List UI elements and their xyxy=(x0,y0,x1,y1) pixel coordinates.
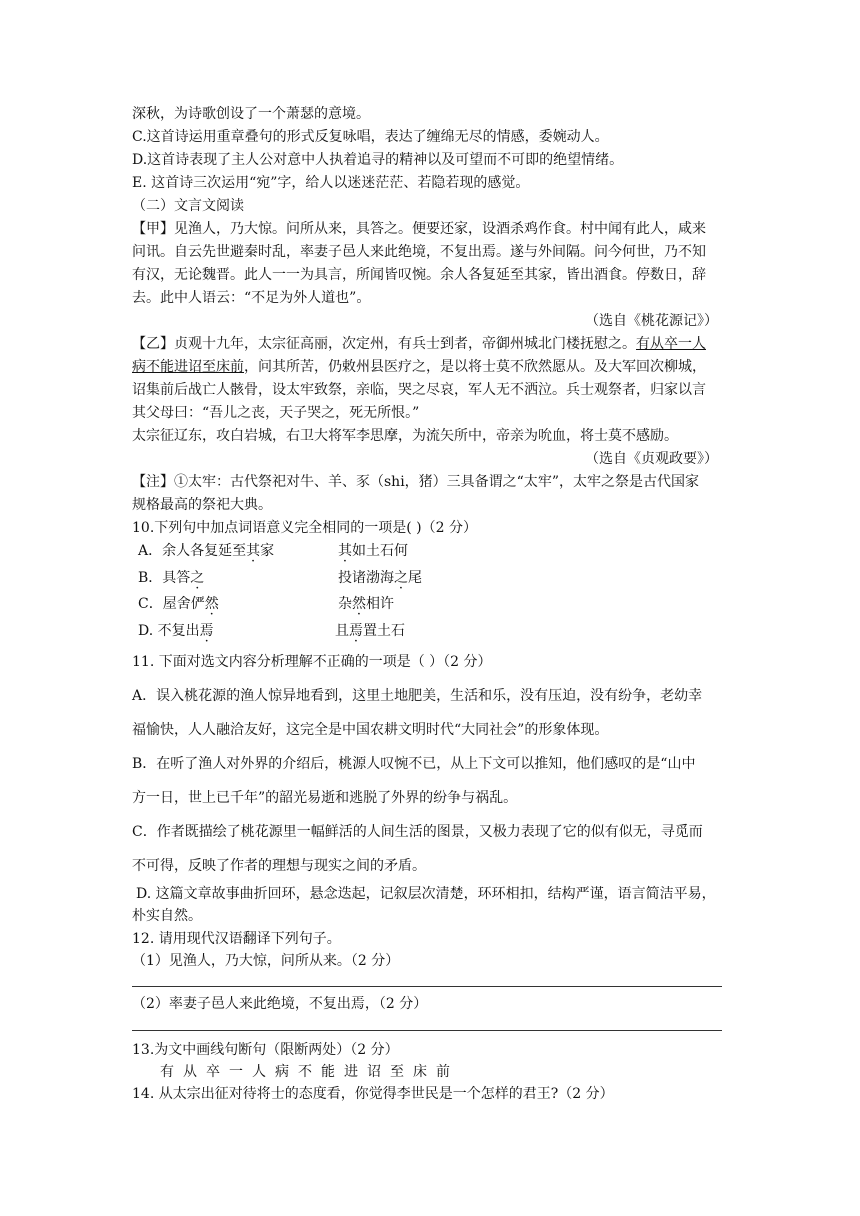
option-text: 置土石 xyxy=(363,623,405,639)
passage-jia-source: （选自《桃花源记》） xyxy=(585,313,718,329)
option-e: E. 这首诗三次运用“宛”字，给人以迷迷茫茫、若隐若现的感觉。 xyxy=(132,175,530,191)
option-text: 投诸渤海 xyxy=(338,570,394,586)
passage-yi-line-1 xyxy=(132,334,706,354)
question-13-sentence: 有从卒一人病不能进诏至床前 xyxy=(160,1064,459,1080)
option-text: 且 xyxy=(335,623,349,639)
dotted-word: 焉 xyxy=(199,623,214,639)
option-text: 相许 xyxy=(366,596,394,612)
dotted-word: 然 xyxy=(352,596,366,612)
question-14-stem: 14. 从太宗出征对待将士的态度看，你觉得李世民是一个怎样的君王?（2 分） xyxy=(132,1086,614,1102)
question-11-stem: 11. 下面对选文内容分析理解不正确的一项是（ ）（2 分） xyxy=(132,654,492,670)
option-text: A．余人各复延至 xyxy=(138,543,247,559)
note-line-1: 【注】①太牢：古代祭祀对牛、羊、豕（shi，猪）三具备谓之“太牢”，太牢之祭是古代国家 xyxy=(132,474,699,490)
answer-line-1[interactable] xyxy=(132,986,722,987)
dotted-word: 之 xyxy=(190,570,205,586)
underlined-sentence: 病不能进诏至床前 xyxy=(132,359,244,375)
question-11-option-a-line-1: A．误入桃花源的渔人惊异地看到，这里土地肥美，生活和乐，没有压迫，没有纷争，老幼幸 xyxy=(132,688,703,704)
option-text: B．具答 xyxy=(138,570,191,586)
underlined-sentence: 有从卒一人 xyxy=(636,336,706,352)
question-11-option-c-line-2: 不可得，反映了作者的理想与现实之间的矛盾。 xyxy=(132,858,426,874)
dotted-word: 之 xyxy=(394,570,408,586)
passage-yi-line-3: 诏集前后战亡人骸骨，设太牢致祭，亲临，哭之尽哀，军人无不洒泣。兵士观祭者，归家以言 xyxy=(132,382,706,398)
question-12-sentence-2: （2）率妻子邑人来此绝境，不复出焉，（2 分） xyxy=(132,996,428,1012)
question-11-option-b-line-2: 方一日，世上已千年”的韶光易逝和逃脱了外界的纷争与祸乱。 xyxy=(132,790,518,806)
option-b-continuation: 深秋，为诗歌创设了一个萧瑟的意境。 xyxy=(132,106,370,122)
passage-yi-line-5: 太宗征辽东，攻白岩城，右卫大将军李思摩，为流矢所中，帝亲为吮血，将士莫不感励。 xyxy=(132,428,678,444)
dotted-word: 其 xyxy=(338,543,352,559)
question-10-option-c xyxy=(138,594,219,614)
question-10-option-c-pair xyxy=(338,594,394,614)
question-10-option-d-pair xyxy=(335,621,405,641)
option-text: 尾 xyxy=(408,570,422,586)
question-10-option-a xyxy=(138,541,274,561)
dotted-word: 然 xyxy=(204,596,219,612)
question-13-stem: 13.为文中画线句断句（限断两处）（2 分） xyxy=(132,1042,399,1058)
question-10-option-b xyxy=(138,568,204,588)
question-11-option-d-line-2: 朴实自然。 xyxy=(132,908,202,924)
dotted-word: 焉 xyxy=(349,623,363,639)
passage-yi-source: （选自《贞观政要》） xyxy=(585,451,718,467)
passage-yi-line-2 xyxy=(132,357,706,377)
dotted-word: 其 xyxy=(246,543,261,559)
question-12-sentence-1: （1）见渔人，乃大惊，问所从来。（2 分） xyxy=(132,953,400,969)
section-heading-classical: （二）文言文阅读 xyxy=(132,198,244,214)
question-10-option-d xyxy=(138,621,214,641)
passage-yi-line-4: 其父母曰：“吾儿之丧，天子哭之，死无所恨。” xyxy=(132,405,420,421)
note-line-2: 规格最高的祭祀大典。 xyxy=(132,497,272,513)
option-text: 如土石何 xyxy=(352,543,408,559)
question-11-option-b-line-1: B．在听了渔人对外界的介绍后，桃源人叹惋不已，从上下文可以推知，他们感叹的是“山中 xyxy=(132,756,696,772)
question-10-stem: 10.下列句中加点词语意义完全相同的一项是( )（2 分） xyxy=(132,520,477,536)
passage-jia-line-4: 去。此中人语云：“不足为外人道也”。 xyxy=(132,290,371,306)
answer-line-2[interactable] xyxy=(132,1030,722,1031)
question-11-option-d-line-1: D. 这篇文章故事曲折回环，悬念迭起，记叙层次清楚，环环相扣，结构严谨，语言简洁平易， xyxy=(136,886,716,902)
question-11-option-c-line-1: C．作者既描绘了桃花源里一幅鲜活的人间生活的图景，又极力表现了它的似有似无，寻觅而 xyxy=(132,824,703,840)
option-d: D.这首诗表现了主人公对意中人执着追寻的精神以及可望而不可即的绝望情绪。 xyxy=(132,152,624,168)
option-text: 杂 xyxy=(338,596,352,612)
question-12-stem: 12. 请用现代汉语翻译下列句子。 xyxy=(132,931,341,947)
question-11-option-a-line-2: 福愉快，人人融洽友好，这完全是中国农耕文明时代“大同社会”的形象体现。 xyxy=(132,722,609,738)
passage-jia-line-1: 【甲】见渔人，乃大惊。问所从来，具答之。便要还家，设酒杀鸡作食。村中闻有此人，咸来 xyxy=(132,221,706,237)
question-10-option-a-pair xyxy=(338,541,408,561)
passage-yi-text: ，问其所苦，仍敕州县医疗之，是以将士莫不欣然愿从。及大军回次柳城， xyxy=(244,359,706,375)
option-text: D. 不复出 xyxy=(138,623,200,639)
option-text: 家 xyxy=(260,543,275,559)
passage-jia-line-3: 有汉，无论魏晋。此人一一为具言，所闻皆叹惋。余人各复延至其家，皆出酒食。停数日，辞 xyxy=(132,267,706,283)
passage-jia-line-2: 问讯。自云先世避秦时乱，率妻子邑人来此绝境，不复出焉。遂与外间隔。问今何世，乃不知 xyxy=(132,244,706,260)
option-text: C．屋舍俨 xyxy=(138,596,205,612)
passage-yi-text: 【乙】贞观十九年，太宗征高丽，次定州，有兵士到者，帝御州城北门楼抚慰之。 xyxy=(132,336,636,352)
question-10-option-b-pair xyxy=(338,568,422,588)
option-c: C.这首诗运用重章叠句的形式反复咏唱，表达了缠绵无尽的情感，委婉动人。 xyxy=(132,129,609,145)
